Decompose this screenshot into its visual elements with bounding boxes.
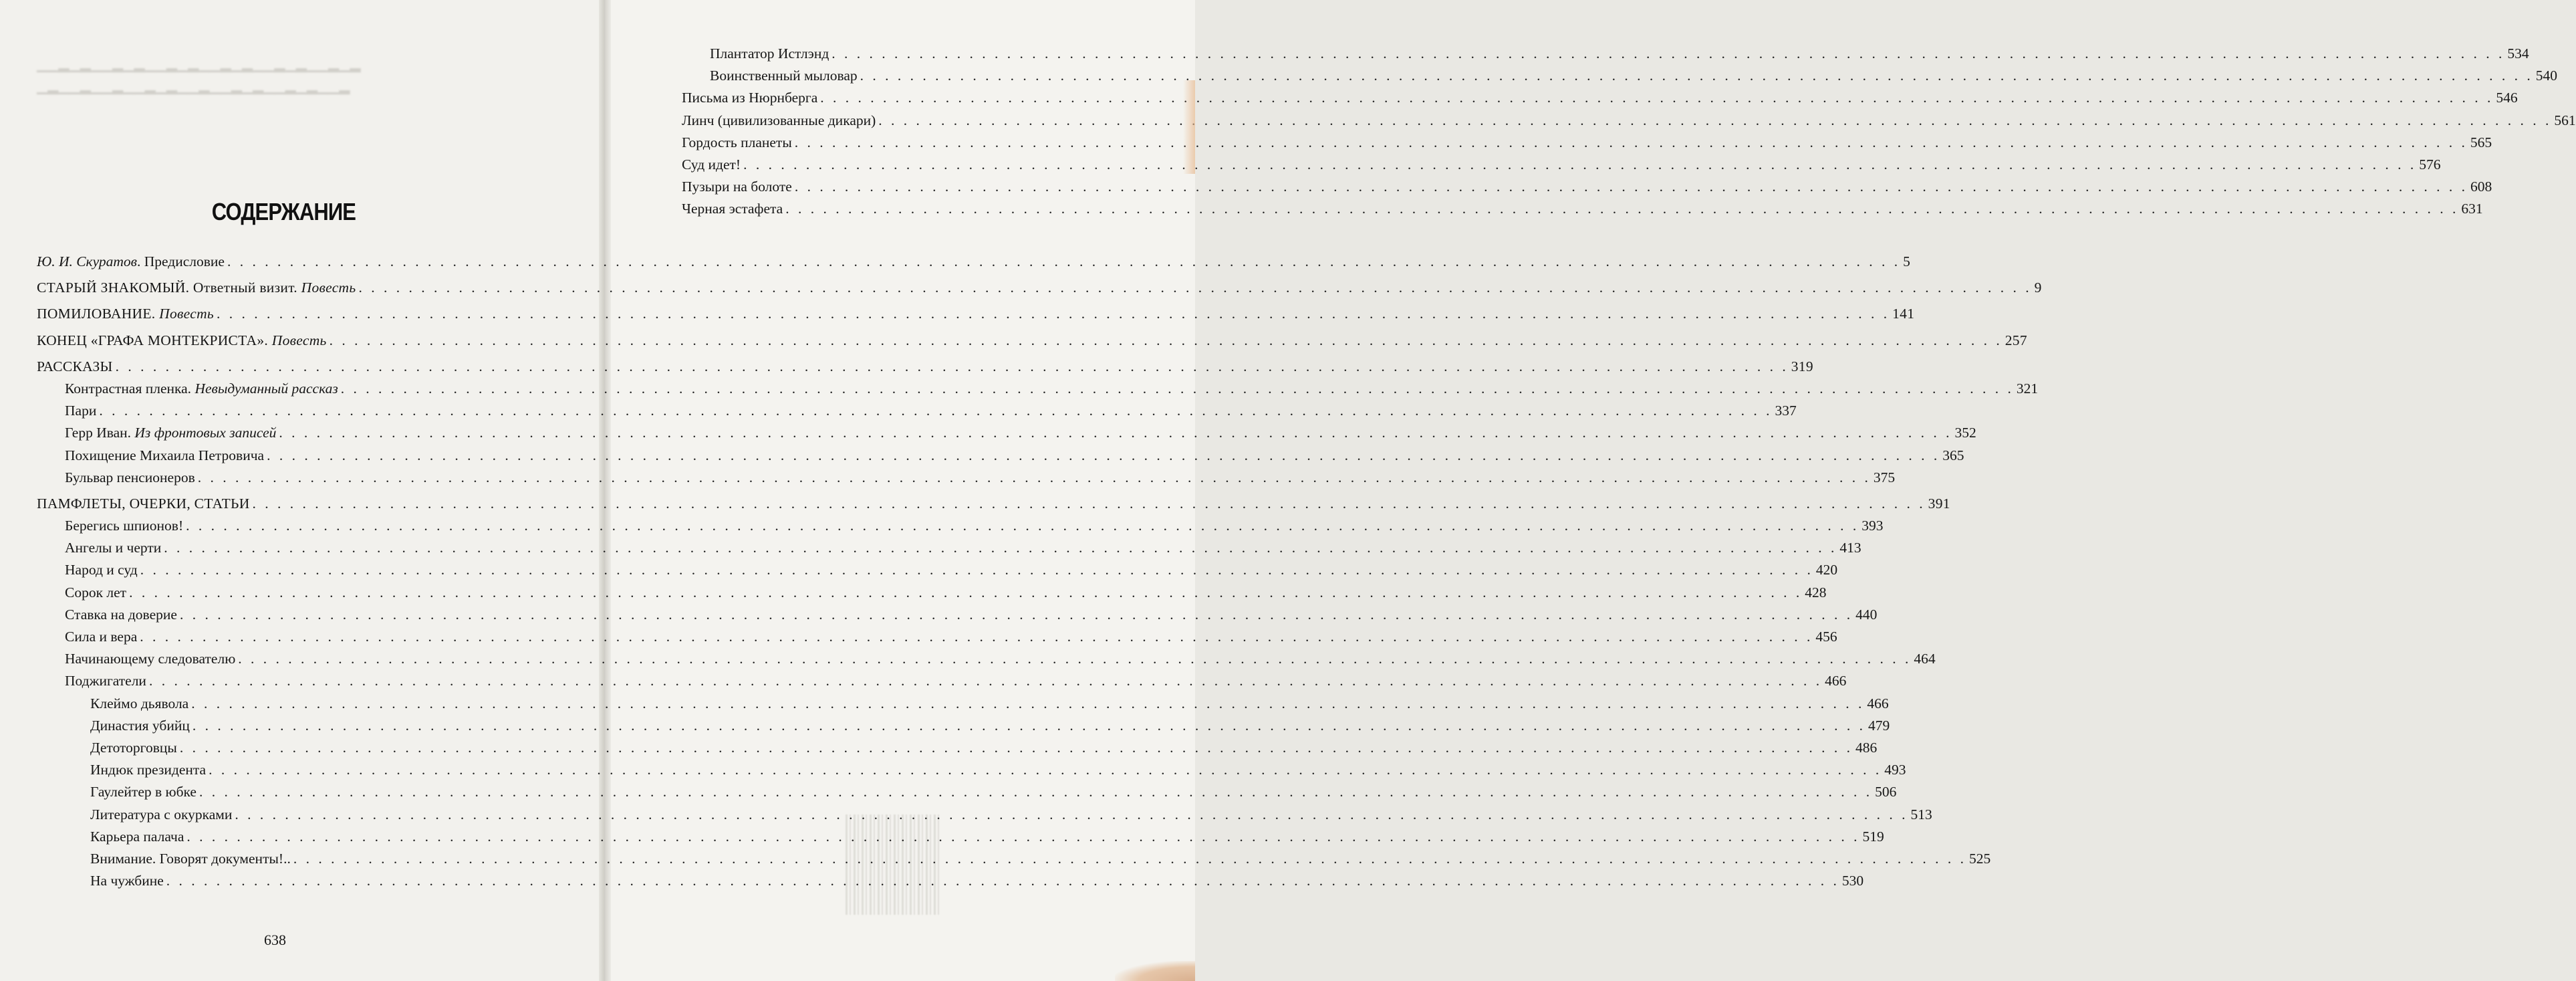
entry-title: Берегись шпионов! bbox=[65, 518, 184, 534]
entry-title: Индюк президента bbox=[90, 762, 207, 778]
leader-dots bbox=[267, 445, 1940, 467]
toc-left bbox=[37, 251, 2042, 892]
toc-entry bbox=[37, 445, 1964, 467]
toc-entry bbox=[37, 467, 1896, 489]
toc-entry bbox=[37, 715, 1890, 737]
entry-title: ПОМИЛОВАНИЕ. bbox=[37, 306, 160, 322]
toc-entry bbox=[37, 400, 1797, 422]
toc-entry bbox=[37, 781, 1897, 803]
leader-dots bbox=[99, 400, 1772, 422]
entry-page: 352 bbox=[1954, 425, 1976, 441]
entry-page: 608 bbox=[2470, 179, 2492, 195]
finger-edge bbox=[1115, 961, 1195, 981]
entry-title: Ставка на доверие bbox=[65, 606, 177, 623]
entry-page: 257 bbox=[2005, 332, 2027, 348]
toc-entry bbox=[682, 176, 2492, 198]
entry-title: Письма из Нюрнберга bbox=[682, 90, 818, 106]
entry-page: 530 bbox=[1841, 873, 1864, 889]
entry-genre: Повесть bbox=[159, 306, 214, 322]
leader-dots bbox=[191, 693, 1864, 715]
entry-page: 466 bbox=[1825, 673, 1847, 689]
entry-page: 5 bbox=[1903, 253, 1910, 269]
entry-page: 420 bbox=[1815, 562, 1838, 578]
toc-entry bbox=[682, 87, 2518, 109]
leader-dots bbox=[831, 43, 2504, 65]
entry-page: 513 bbox=[1910, 806, 1932, 823]
entry-page: 576 bbox=[2419, 156, 2441, 173]
leader-dots bbox=[180, 737, 1853, 759]
toc-entry bbox=[682, 198, 2483, 220]
entry-author: Ю. И. Скуратов bbox=[37, 253, 137, 269]
leader-dots bbox=[785, 198, 2458, 220]
entry-title: СТАРЫЙ ЗНАКОМЫЙ. Ответный визит. bbox=[37, 280, 301, 296]
show-through-texture-left: ▁▁▂▁▂▁▁▂▁▂▁▁▂▁▂▁▁▂▁▂▁▁▂▁▂▁▁▂▁▂ ▁▂▁▁▂▁▁▂▁▁▂▁▂▁▁▂▁▁▂▁▂▁▁▂▁▂▁▁▂ bbox=[37, 56, 361, 94]
entry-page: 631 bbox=[2461, 201, 2483, 217]
toc-entry bbox=[682, 43, 2529, 65]
leader-dots bbox=[209, 759, 1882, 781]
toc-entry bbox=[37, 251, 1910, 273]
leader-dots bbox=[217, 303, 1890, 325]
leader-dots bbox=[116, 356, 1789, 378]
toc-entry bbox=[37, 648, 1936, 670]
toc-entry bbox=[37, 848, 1991, 870]
leader-dots bbox=[795, 132, 2468, 154]
leader-dots bbox=[253, 493, 1926, 515]
entry-title: Детоторговцы bbox=[90, 739, 177, 756]
entry-page: 337 bbox=[1775, 403, 1797, 419]
toc-entry bbox=[37, 537, 1861, 559]
page-edge-shadow bbox=[1183, 80, 1195, 174]
leader-dots bbox=[860, 65, 2533, 87]
entry-page: 365 bbox=[1942, 447, 1964, 463]
entry-title: Суд идет! bbox=[682, 156, 741, 173]
page-title: СОДЕРЖАНИЕ bbox=[211, 198, 356, 225]
leader-dots bbox=[149, 670, 1822, 692]
toc-entry bbox=[37, 303, 1915, 325]
leader-dots bbox=[180, 604, 1853, 626]
entry-title: Народ и суд bbox=[65, 562, 138, 578]
toc-entry bbox=[37, 378, 2039, 400]
entry-page: 540 bbox=[2535, 68, 2558, 84]
toc-entry bbox=[682, 132, 2492, 154]
page-number: 638 bbox=[264, 932, 286, 948]
toc-entry bbox=[37, 356, 1813, 378]
toc-entry bbox=[37, 759, 1906, 781]
leader-dots bbox=[743, 154, 2416, 176]
entry-title: Клеймо дьявола bbox=[90, 695, 189, 712]
entry-title: Внимание. Говорят документы!.. bbox=[90, 850, 291, 867]
entry-page: 565 bbox=[2470, 134, 2492, 150]
entry-page: 321 bbox=[2016, 380, 2039, 397]
entry-page: 391 bbox=[1928, 495, 1950, 512]
entry-page: 375 bbox=[1873, 469, 1896, 485]
entry-title: Сорок лет bbox=[65, 584, 127, 601]
leader-dots bbox=[279, 422, 1952, 444]
entry-title: Литература с окурками bbox=[90, 806, 233, 823]
toc-entry bbox=[37, 582, 1827, 604]
leader-dots bbox=[293, 848, 1966, 870]
entry-title: ПАМФЛЕТЫ, ОЧЕРКИ, СТАТЬИ bbox=[37, 495, 250, 512]
toc-entry bbox=[682, 154, 2441, 176]
entry-title: . Предисловие bbox=[137, 253, 225, 269]
leader-dots bbox=[238, 648, 1911, 670]
leader-dots bbox=[820, 87, 2493, 109]
entry-genre: Невыдуманный рассказ bbox=[195, 380, 338, 397]
toc-entry bbox=[37, 277, 2042, 299]
leader-dots bbox=[129, 582, 1802, 604]
leader-dots bbox=[227, 251, 1900, 273]
entry-title: На чужбине bbox=[90, 873, 164, 889]
entry-genre: Из фронтовых записей bbox=[134, 425, 277, 441]
entry-page: 456 bbox=[1815, 629, 1837, 645]
leader-dots bbox=[140, 626, 1813, 648]
entry-title: Поджигатели bbox=[65, 673, 146, 689]
entry-page: 486 bbox=[1855, 739, 1878, 756]
entry-title: Начинающему следователю bbox=[65, 651, 236, 667]
entry-page: 519 bbox=[1862, 828, 1884, 845]
entry-title: Черная эстафета bbox=[682, 201, 783, 217]
entry-page: 141 bbox=[1892, 306, 1915, 322]
toc-entry bbox=[37, 330, 2027, 352]
toc-entry bbox=[37, 604, 1878, 626]
leader-dots bbox=[186, 515, 1859, 537]
leader-dots bbox=[186, 826, 1859, 848]
entry-title: Похищение Михаила Петровича bbox=[65, 447, 265, 463]
entry-genre: Повесть bbox=[301, 280, 356, 296]
entry-title: РАССКАЗЫ bbox=[37, 358, 113, 374]
entry-title: Герр Иван. bbox=[65, 425, 135, 441]
toc-entry bbox=[37, 737, 1878, 759]
entry-title: Ангелы и черти bbox=[65, 540, 162, 556]
entry-title: Пузыри на болоте bbox=[682, 179, 792, 195]
entry-page: 506 bbox=[1875, 784, 1897, 800]
entry-page: 466 bbox=[1867, 695, 1889, 712]
entry-page: 561 bbox=[2554, 112, 2576, 128]
leader-dots bbox=[341, 378, 2014, 400]
toc-entry bbox=[37, 826, 1884, 848]
leader-dots bbox=[358, 277, 2031, 299]
toc-entry bbox=[37, 626, 1837, 648]
entry-page: 479 bbox=[1867, 717, 1890, 734]
toc-entry bbox=[37, 559, 1838, 581]
toc-entry bbox=[37, 804, 1932, 826]
toc-entry bbox=[682, 65, 2558, 87]
toc-entry bbox=[37, 515, 1884, 537]
entry-title: Династия убийц bbox=[90, 717, 190, 734]
leader-dots bbox=[166, 870, 1839, 892]
entry-title: Плантатор Истлэнд bbox=[710, 45, 829, 62]
entry-page: 493 bbox=[1884, 762, 1906, 778]
entry-page: 464 bbox=[1914, 651, 1936, 667]
toc-entry bbox=[682, 110, 2576, 132]
entry-page: 319 bbox=[1791, 358, 1813, 374]
leader-dots bbox=[198, 467, 1871, 489]
leader-dots bbox=[192, 715, 1865, 737]
entry-title: Бульвар пенсионеров bbox=[65, 469, 195, 485]
leader-dots bbox=[140, 559, 1813, 581]
entry-title: Сила и вера bbox=[65, 629, 138, 645]
entry-page: 393 bbox=[1861, 518, 1884, 534]
leader-dots bbox=[199, 781, 1872, 803]
entry-title: Воинственный мыловар bbox=[710, 68, 858, 84]
leader-dots bbox=[878, 110, 2551, 132]
entry-title: Карьера палача bbox=[90, 828, 184, 845]
entry-title: Линч (цивилизованные дикари) bbox=[682, 112, 876, 128]
toc-entry bbox=[37, 693, 1889, 715]
toc-entry bbox=[37, 670, 1847, 692]
entry-page: 546 bbox=[2496, 90, 2518, 106]
entry-page: 9 bbox=[2034, 280, 2042, 296]
toc-right bbox=[682, 43, 2576, 221]
entry-page: 413 bbox=[1839, 540, 1861, 556]
toc-entry bbox=[37, 422, 1976, 444]
leader-dots bbox=[235, 804, 1908, 826]
entry-page: 428 bbox=[1805, 584, 1827, 601]
leader-dots bbox=[164, 537, 1837, 559]
leader-dots bbox=[795, 176, 2468, 198]
entry-title: КОНЕЦ «ГРАФА МОНТЕКРИСТА». bbox=[37, 332, 272, 348]
entry-title: Контрастная пленка. bbox=[65, 380, 195, 397]
entry-page: 440 bbox=[1855, 606, 1878, 623]
entry-page: 525 bbox=[1968, 850, 1991, 867]
entry-title: Гаулейтер в юбке bbox=[90, 784, 197, 800]
toc-entry bbox=[37, 493, 1950, 515]
entry-title: Гордость планеты bbox=[682, 134, 792, 150]
leader-dots bbox=[330, 330, 2003, 352]
toc-entry bbox=[37, 870, 1864, 892]
entry-genre: Повесть bbox=[271, 332, 327, 348]
entry-page: 534 bbox=[2507, 45, 2529, 62]
entry-title: Пари bbox=[65, 403, 97, 419]
